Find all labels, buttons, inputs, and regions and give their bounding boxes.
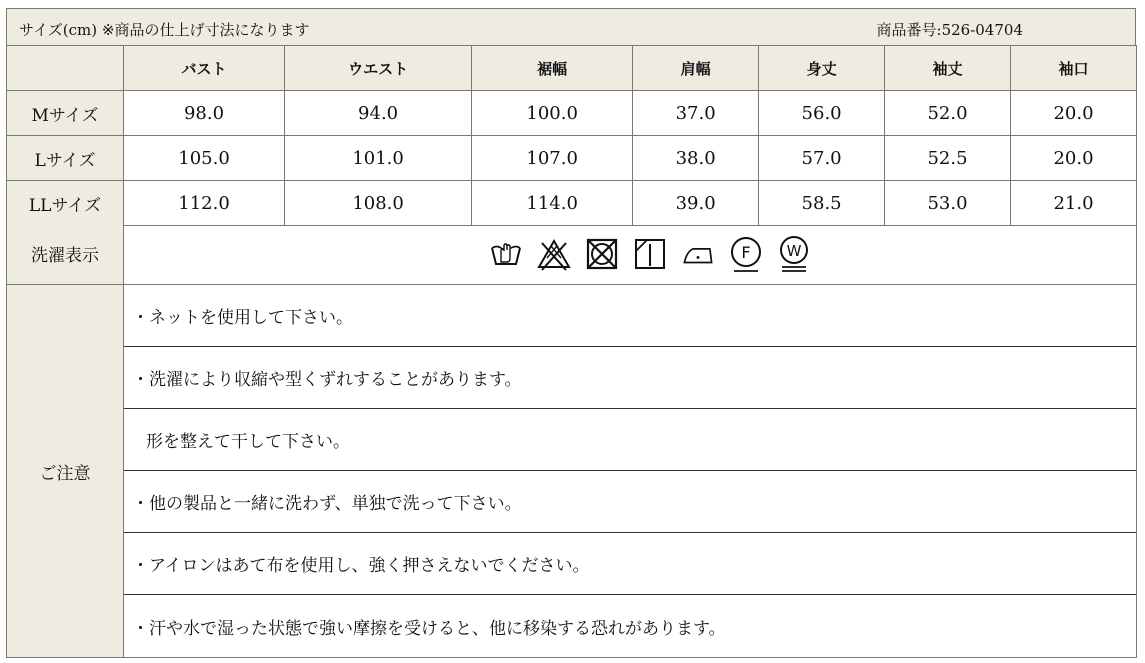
dry-clean-f-icon xyxy=(729,234,763,274)
column-header-length: 身丈 xyxy=(759,46,885,91)
note-item: ・ネットを使用して下さい。 xyxy=(124,285,1136,347)
table-cell: 107.0 xyxy=(472,136,633,181)
care-label-row xyxy=(6,223,1137,285)
table-row xyxy=(7,136,1137,181)
wet-clean-letter: W xyxy=(786,241,802,260)
note-item: ・洗濯により収縮や型くずれすることがあります。 xyxy=(124,347,1136,409)
row-header-m: Mサイズ xyxy=(7,91,124,136)
product-number: 商品番号:526-04704 xyxy=(876,21,1023,39)
table-cell: 58.5 xyxy=(759,181,885,226)
column-header-shoulder-width: 肩幅 xyxy=(633,46,759,91)
dry-clean-letter: F xyxy=(741,242,751,262)
corner-cell xyxy=(7,46,124,91)
table-cell: 39.0 xyxy=(633,181,759,226)
table-cell: 21.0 xyxy=(1011,181,1137,226)
note-item: ・汗や水で湿った状態で強い摩擦を受けると、他に移染する恐れがあります。 xyxy=(132,618,726,639)
column-header-waist: ウエスト xyxy=(285,46,472,91)
care-notes xyxy=(6,284,1137,658)
table-cell: 105.0 xyxy=(124,136,285,181)
low-iron-icon xyxy=(681,234,715,274)
table-row xyxy=(7,181,1137,226)
wet-clean-w-icon xyxy=(777,234,811,274)
column-header-hem-width: 裾幅 xyxy=(472,46,633,91)
row-header-ll: LLサイズ xyxy=(7,181,124,226)
care-label-heading: 洗濯表示 xyxy=(7,223,124,284)
column-header-cuff: 袖口 xyxy=(1011,46,1137,91)
table-row xyxy=(7,91,1137,136)
table-cell: 94.0 xyxy=(285,91,472,136)
header-bar xyxy=(6,8,1136,46)
care-icons xyxy=(124,223,1136,284)
table-cell: 37.0 xyxy=(633,91,759,136)
table-cell: 20.0 xyxy=(1011,136,1137,181)
hand-wash-icon xyxy=(489,234,523,274)
column-header-bust: バスト xyxy=(124,46,285,91)
table-cell: 20.0 xyxy=(1011,91,1137,136)
table-cell: 52.5 xyxy=(885,136,1011,181)
table-cell: 53.0 xyxy=(885,181,1011,226)
column-header-sleeve-length: 袖丈 xyxy=(885,46,1011,91)
row-header-l: Lサイズ xyxy=(7,136,124,181)
no-bleach-icon xyxy=(537,234,571,274)
table-cell: 57.0 xyxy=(759,136,885,181)
table-cell: 101.0 xyxy=(285,136,472,181)
note-item: ・アイロンはあて布を使用し、強く押さえないでください。 xyxy=(124,533,1136,595)
line-dry-icon xyxy=(633,234,667,274)
table-cell: 112.0 xyxy=(124,181,285,226)
size-table xyxy=(6,45,1137,226)
table-cell: 108.0 xyxy=(285,181,472,226)
no-tumble-dry-icon xyxy=(585,234,619,274)
notes-heading: ご注意 xyxy=(7,285,124,657)
size-chart-title: サイズ(cm) ※商品の仕上げ寸法になります xyxy=(19,21,310,39)
notes-list xyxy=(124,285,1136,657)
table-cell: 56.0 xyxy=(759,91,885,136)
table-cell: 114.0 xyxy=(472,181,633,226)
table-cell: 52.0 xyxy=(885,91,1011,136)
note-item: ・他の製品と一緒に洗わず、単独で洗って下さい。 xyxy=(124,471,1136,533)
table-cell: 38.0 xyxy=(633,136,759,181)
size-table-header-row xyxy=(7,46,1137,91)
table-cell: 100.0 xyxy=(472,91,633,136)
note-item: 形を整えて干して下さい。 xyxy=(124,409,1136,471)
table-cell: 98.0 xyxy=(124,91,285,136)
